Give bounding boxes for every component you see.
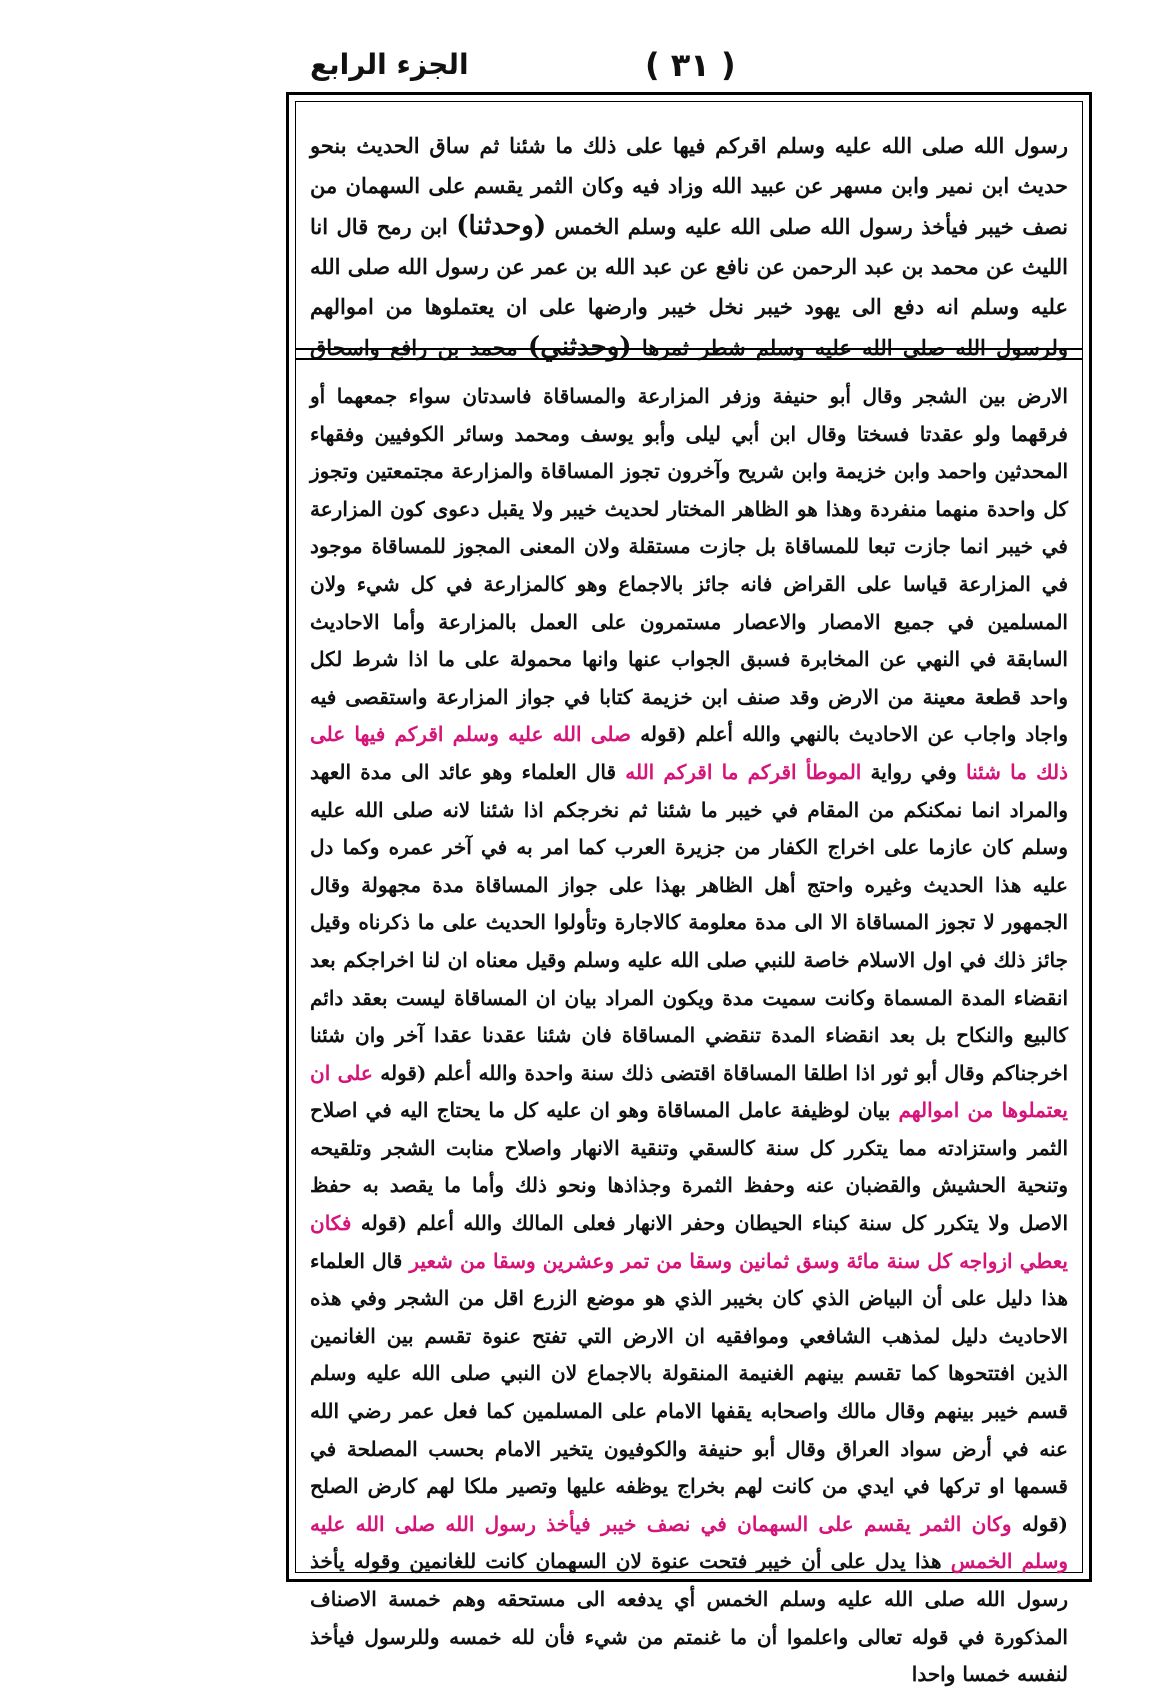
quoted-phrase-4: فكان يعطي ازواجه كل سنة مائة وسق ثمانين وسقا من تمر وعشرين وسقا من شعير [310,1211,1068,1273]
section-divider-bottom [296,358,1082,360]
quoted-phrase-1: صلى الله عليه وسلم اقركم فيها على ذلك ما شئنا [310,722,1068,784]
hadith-part-3: محمد بن رافع واسحاق [310,335,518,360]
commentary-segment-1: الارض بين الشجر وقال أبو حنيفة وزفر المزارعة والمساقاة فاسدتان سواء جمعهما أو فرقهما ولو عقدتا فسختا وقال ابن أبي ليلى وأبو يوسف ومحمد وسائر الكوفيين وفقهاء المحدثين واحمد وابن خزيمة وابن شريح وآخرون تجوز المساقاة والمزارعة مجتمعتين وتجوز كل واحدة منهما منفردة وهذا هو الظاهر المختار لحديث خيبر ولا يقبل دعوى كون المزارعة في خيبر انما جازت تبعا للمساقاة بل جازت مستقلة ولان المعنى المجوز للمساقاة موجود في المزارعة قياسا على القراض فانه جائز بالاجماع وهو كالمزارعة في كل شيء ولان المسلمين في جميع الامصار والاعصار مستمرون على العمل بالمزارعة وأما الاحاديث السابقة في النهي عن المخابرة فسبق الجواب عنها وانها محمولة على ما اذا شرط لكل واحد قطعة معينة من الارض وقد صنف ابن خزيمة كتابا في جواز المزارعة واستقصى فيه واجاد واجاب عن الاحاديث بالنهي والله أعلم (قوله [310,384,1069,747]
page-frame [286,92,1092,1687]
hadith-part-2: ابن رمح قال انا الليث عن محمد بن عبد الرحمن عن نافع عن عبد الله بن عمر عن رسول الله صلى الله عليه وسلم انه دفع الى يهود خيبر نخل خيبر وارضها على ان يعتملوها من اموالهم ولرسول الله صلى الله عليه وسلم شطر ثمرها [309,214,1068,360]
quoted-phrase-5: وكان الثمر يقسم على السهمان في نصف خيبر فيأخذ رسول الله صلى الله عليه وسلم الخمس [310,1511,1068,1574]
quoted-phrase-2: الموطأ اقركم ما اقركم الله [625,759,862,784]
commentary-segment-3: قال العلماء وهو عائد الى مدة العهد والمراد انما نمكنكم من المقام في خيبر ما شئنا ثم نخرجكم اذا شئنا لانه صلى الله عليه وسلم كان عازما على اخراج الكفار من جزيرة العرب كما امر به في آخر عمره وكما دل عليه هذا الحديث وغيره واحتج أهل الظاهر بهذا على جواز المساقاة مدة مجهولة وقال الجمهور لا تجوز المساقاة الا الى مدة معلومة كالاجارة وتأولوا الحديث على ما ذكرناه وقيل جائز ذلك في اول الاسلام خاصة للنبي صلى الله عليه وسلم وقيل معناه ان لنا اخراجكم بعد انقضاء المدة المسماة وكانت سميت مدة ويكون المراد بيان ان المساقاة ليست بعقد دائم كالبيع والنكاح بل بعد انقضاء المدة تنقضي المساقاة فان شئنا عقدنا عقدا آخر وان شئنا اخرجناكم وقال أبو ثور اذا اطلقا المساقاة اقتضى ذلك سنة واحدة والله أعلم (قوله [310,759,1069,1085]
quoted-phrase-3: على ان يعتملوها من اموالهم [310,1060,1068,1123]
volume-title: الجزء الرابع [310,48,469,81]
page-number: ( ٣١ ) [645,46,736,84]
commentary-text [310,378,1069,1687]
section-divider-top [296,348,1082,350]
hadith-marker-1: (وحدثنا) [456,211,547,241]
hadith-text [309,126,1069,362]
commentary-segment-6: هذا يدل على أن خيبر فتحت عنوة لان السهمان كانت للغانمين وقوله يأخذ رسول الله صلى الله عليه وسلم الخمس أي يدفعه الى مستحقه وهم خمسة الاصناف المذكورة في قوله تعالى واعلموا أن ما غنمتم من شيء فأن لله خمسه وللرسول فيأخذ لنفسه خمسا واحدا [310,1549,1068,1687]
commentary-segment-5: قال العلماء هذا دليل على أن البياض الذي كان بخيبر الذي هو موضع الزرع اقل من الشجر وفي هذه الاحاديث دليل لمذهب الشافعي وموافقيه ان الارض التي تفتح عنوة تقسم بين الغانمين الذين افتتحوها كما تقسم بينهم الغنيمة المنقولة بالاجماع لان النبي صلى الله عليه وسلم قسم خيبر بينهم وقال مالك واصحابه يقفها الامام على المسلمين كما فعل عمر رضي الله عنه في أرض سواد العراق وقال أبو حنيفة والكوفيون يتخير الامام بحسب المصلحة في قسمها او تركها في ايدي من كانت لهم بخراج يوظفه عليها وتصير ملكا لهم كارض الصلح (قوله [310,1248,1069,1536]
hadith-marker-2: (وحدثني) [527,332,632,362]
page-header [300,40,1080,100]
commentary-segment-4: بيان لوظيفة عامل المساقاة وهو ان عليه كل ما يحتاج اليه في اصلاح الثمر واستزادته مما يتكرر كل سنة كالسقي وتنقية الانهار واصلاح منابت الشجر وتلقيحه وتنحية الحشيش والقضبان عنه وحفظ الثمرة وجذاذها ونحو ذلك وأما ما يقصد به حفظ الاصل ولا يتكرر كل سنة كبناء الحيطان وحفر الانهار فعلى المالك والله أعلم (قوله [310,1098,1069,1236]
hadith-part-1: رسول الله صلى الله عليه وسلم اقركم فيها على ذلك ما شئنا ثم ساق الحديث بنحو حديث ابن نمير وابن مسهر عن عبيد الله وزاد فيه وكان الثمر يقسم على السهمان من نصف خيبر فيأخذ رسول الله صلى الله عليه وسلم الخمس [310,133,1069,239]
commentary-segment-2: وفي رواية [870,759,957,784]
frame-inner-border [295,101,1083,1687]
